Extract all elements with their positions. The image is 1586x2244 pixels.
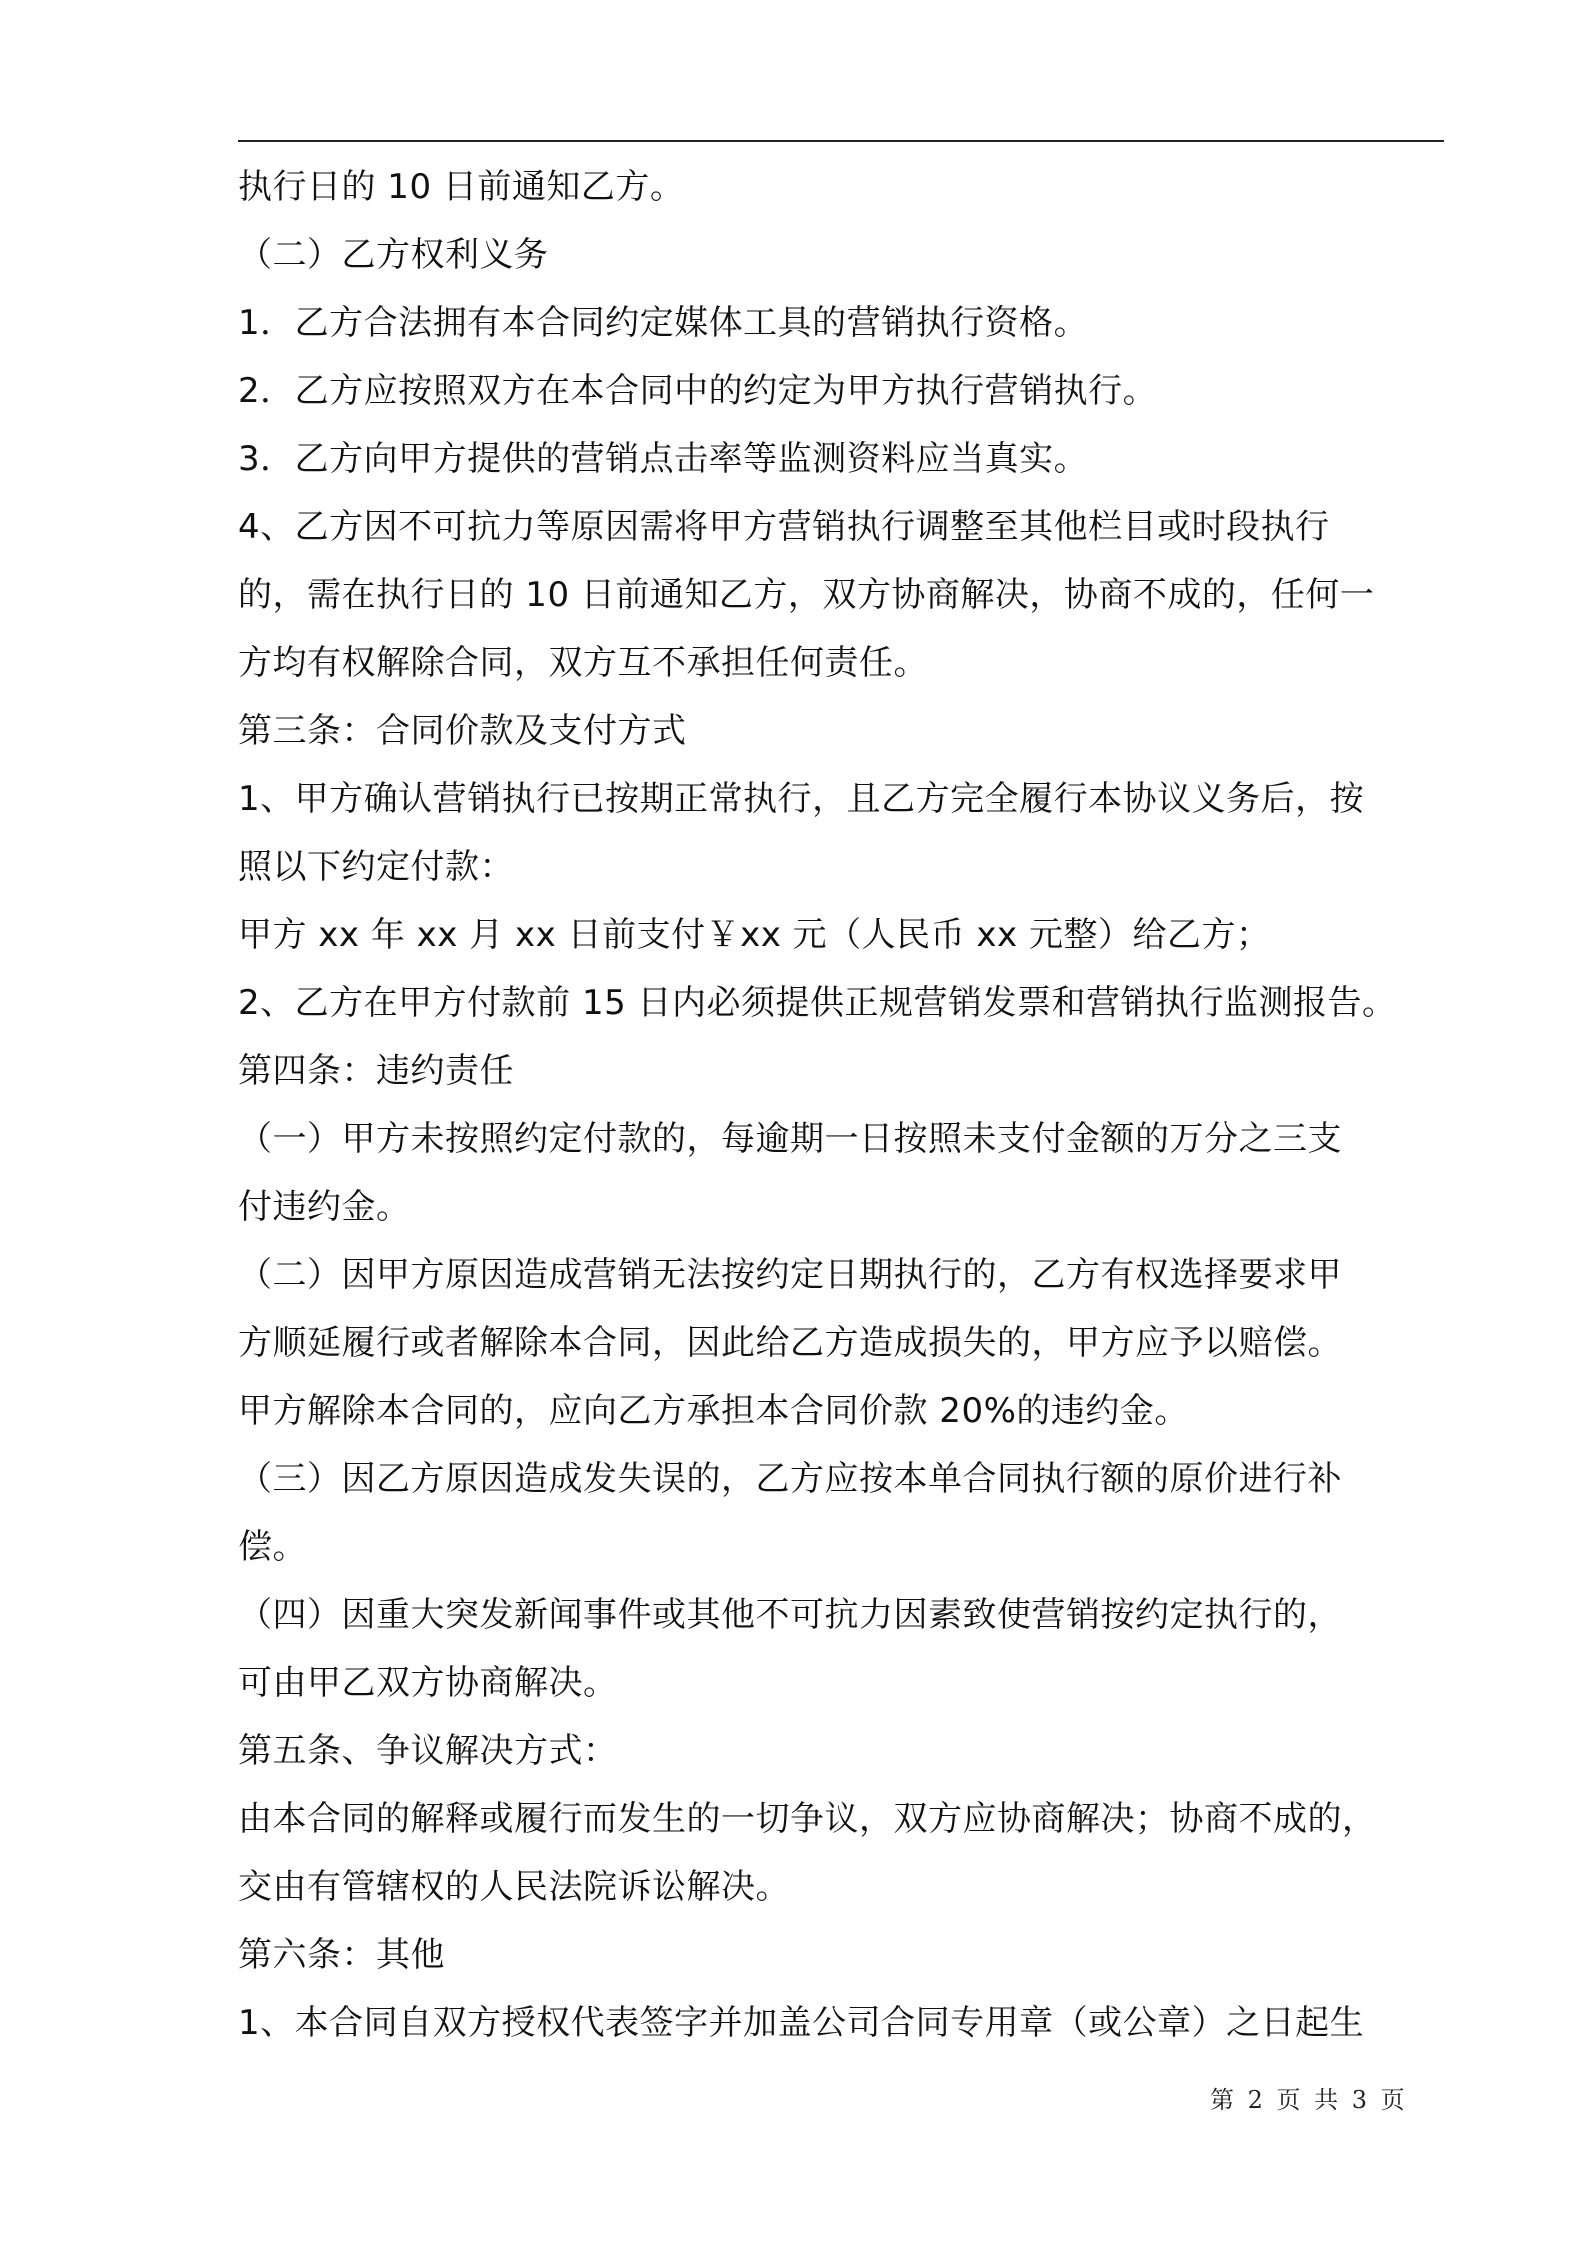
article-heading: 第五条、争议解决方式： — [238, 1731, 618, 1771]
text-line: 3．乙方向甲方提供的营销点击率等监测资料应当真实。 — [238, 439, 1089, 479]
text-line: 可由甲乙双方协商解决。 — [238, 1663, 618, 1703]
text-line: 偿。 — [238, 1527, 307, 1567]
text-line: （二）因甲方原因造成营销无法按约定日期执行的，乙方有权选择要求甲 — [238, 1255, 1342, 1295]
text-line: 1、本合同自双方授权代表签字并加盖公司合同专用章（或公章）之日起生 — [238, 2003, 1365, 2043]
text-line: 执行日的 10 日前通知乙方。 — [238, 167, 685, 207]
text-line: 付违约金。 — [238, 1187, 411, 1227]
page-number: 第 2 页 共 3 页 — [1210, 2086, 1408, 2114]
text-line: 甲方解除本合同的，应向乙方承担本合同价款 20%的违约金。 — [238, 1391, 1189, 1431]
text-line: 1．乙方合法拥有本合同约定媒体工具的营销执行资格。 — [238, 303, 1089, 343]
text-line: 方均有权解除合同，双方互不承担任何责任。 — [238, 643, 928, 683]
text-line: 2、乙方在甲方付款前 15 日内必须提供正规营销发票和营销执行监测报告。 — [238, 983, 1397, 1023]
text-line: 交由有管辖权的人民法院诉讼解决。 — [238, 1867, 790, 1907]
text-line: 由本合同的解释或履行而发生的一切争议，双方应协商解决；协商不成的， — [238, 1799, 1377, 1839]
text-line: （三）因乙方原因造成发失误的，乙方应按本单合同执行额的原价进行补 — [238, 1459, 1342, 1499]
text-line: （一）甲方未按照约定付款的，每逾期一日按照未支付金额的万分之三支 — [238, 1119, 1342, 1159]
article-heading: 第三条：合同价款及支付方式 — [238, 711, 687, 751]
text-line: 1、甲方确认营销执行已按期正常执行，且乙方完全履行本协议义务后，按 — [238, 779, 1365, 819]
article-heading: 第四条：违约责任 — [238, 1051, 514, 1091]
text-line: 甲方 xx 年 xx 月 xx 日前支付￥xx 元（人民币 xx 元整）给乙方； — [238, 915, 1271, 955]
article-heading: 第六条：其他 — [238, 1935, 445, 1975]
text-line: 方顺延履行或者解除本合同，因此给乙方造成损失的，甲方应予以赔偿。 — [238, 1323, 1342, 1363]
text-line: 照以下约定付款： — [238, 847, 514, 887]
text-line: （四）因重大突发新闻事件或其他不可抗力因素致使营销按约定执行的， — [238, 1595, 1342, 1635]
text-line: 2．乙方应按照双方在本合同中的约定为甲方执行营销执行。 — [238, 371, 1158, 411]
text-line: 4、乙方因不可抗力等原因需将甲方营销执行调整至其他栏目或时段执行 — [238, 507, 1330, 547]
text-line: 的，需在执行日的 10 日前通知乙方，双方协商解决，协商不成的，任何一 — [238, 575, 1375, 615]
section-heading: （二）乙方权利义务 — [238, 235, 549, 275]
header-rule — [238, 140, 1444, 142]
